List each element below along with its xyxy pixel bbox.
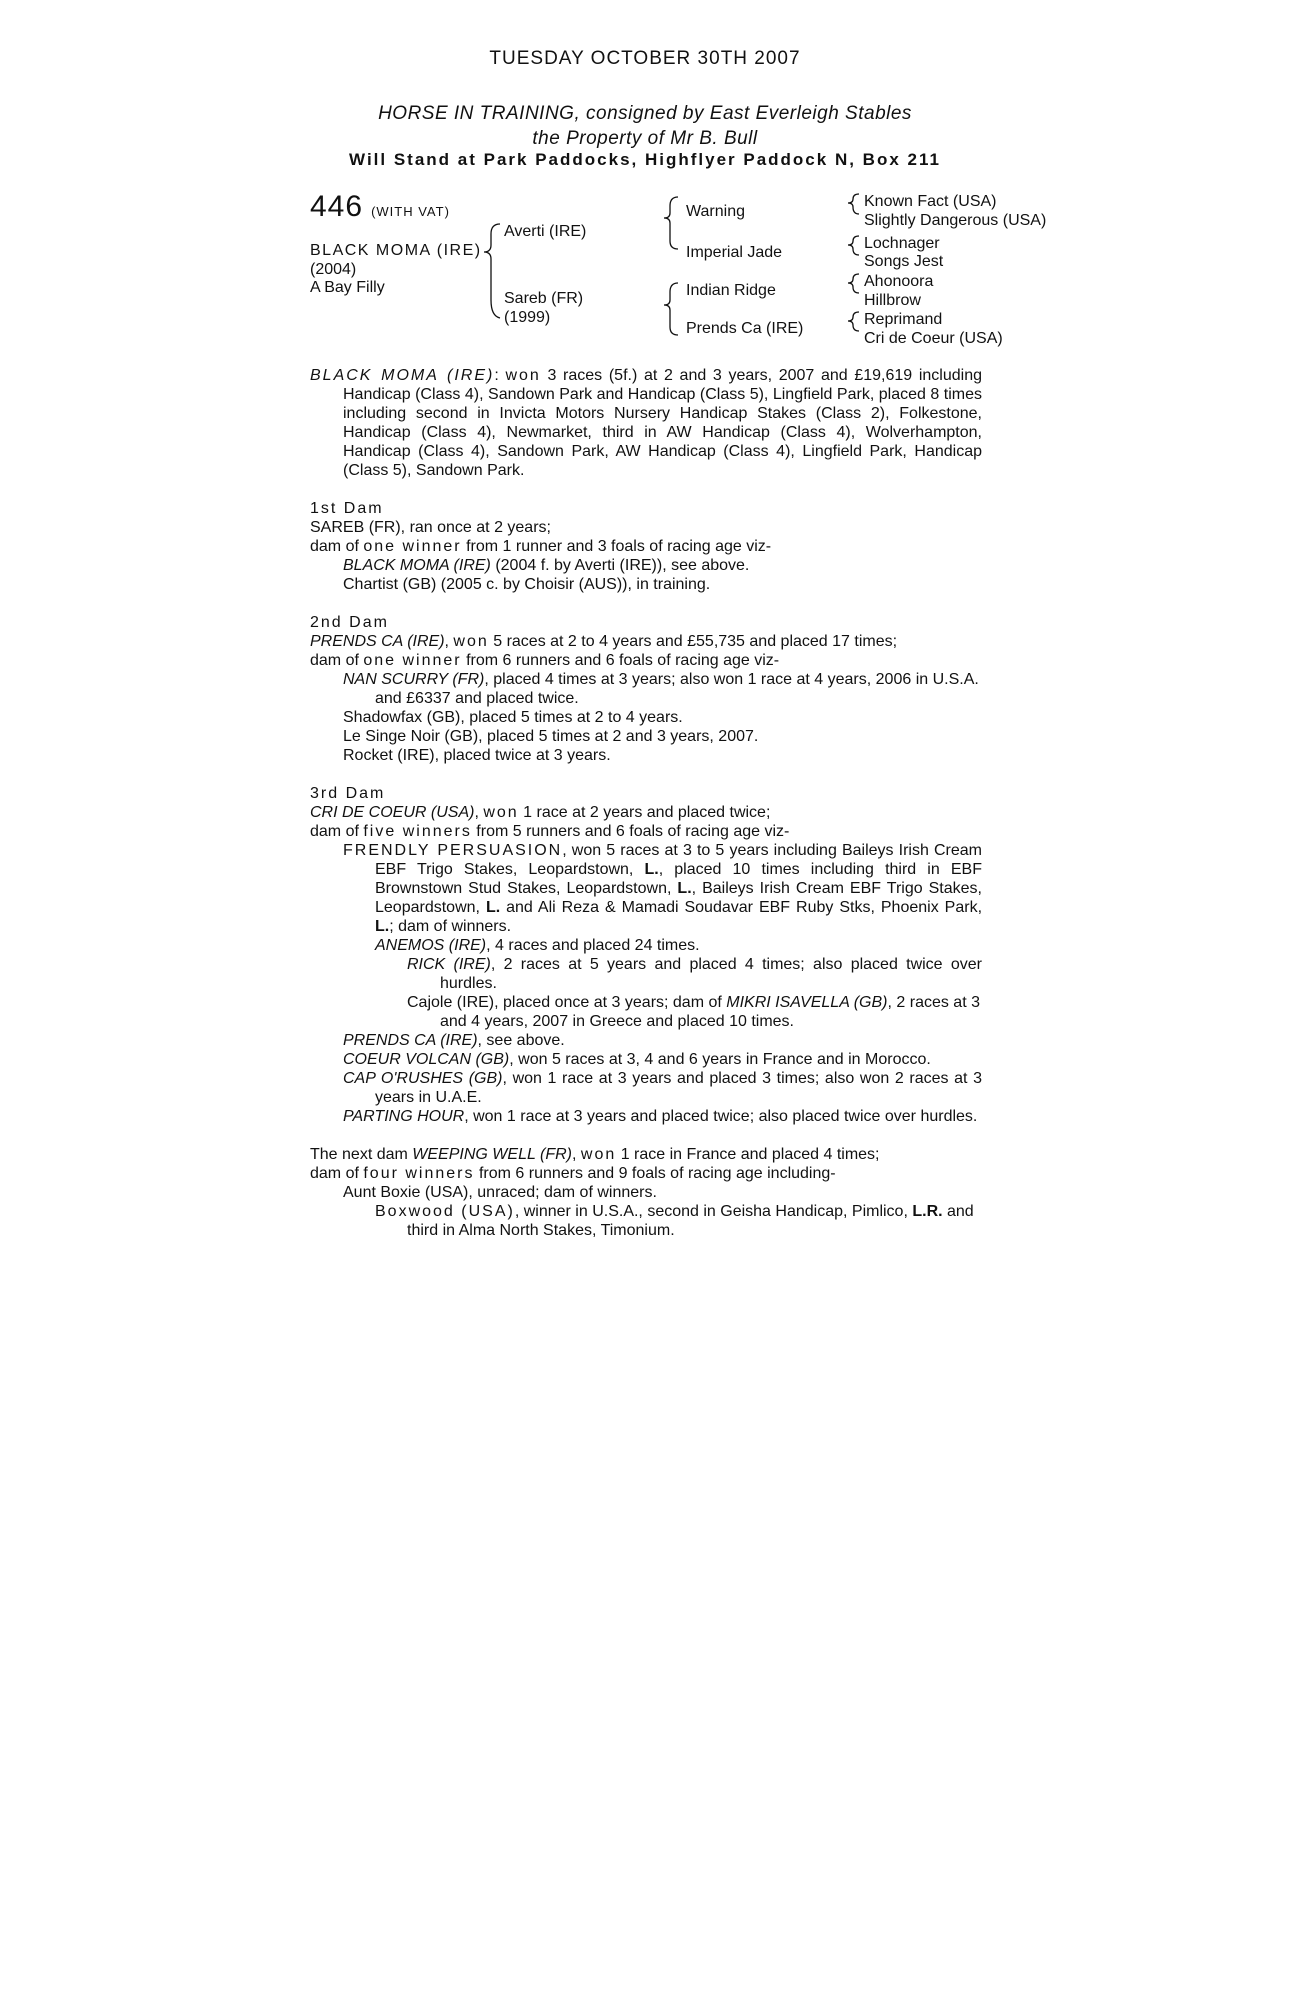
catalogue-body bbox=[310, 366, 982, 1240]
offspring-entry: Aunt Boxie (USA), unraced; dam of winners. bbox=[343, 1184, 657, 1201]
offspring-entry: Rocket (IRE), placed twice at 3 years. bbox=[343, 747, 611, 764]
first-dam-heading: 1st Dam bbox=[310, 500, 384, 517]
offspring-entry: PARTING HOUR, won 1 race at 3 years and placed twice; also placed twice over hurdles. bbox=[343, 1108, 978, 1125]
third-dam-heading: 3rd Dam bbox=[310, 785, 386, 802]
grand-offspring-entry: RICK (IRE), 2 races at 5 years and placed 4 times; also placed twice over hurdles. bbox=[407, 956, 983, 992]
third-dam-line: CRI DE COEUR (USA), won 1 race at 2 years and placed twice; bbox=[310, 804, 771, 821]
first-dam-line: SAREB (FR), ran once at 2 years; bbox=[310, 519, 551, 536]
second-dam-produce: dam of one winner from 6 runners and 6 foals of racing age viz- bbox=[310, 652, 780, 669]
first-dam-produce: dam of one winner from 1 runner and 3 foals of racing age viz- bbox=[310, 538, 772, 555]
grand-offspring-entry: ANEMOS (IRE), 4 races and placed 24 times. bbox=[375, 937, 700, 954]
pedigree-brackets bbox=[0, 0, 1290, 360]
next-dam-line: The next dam WEEPING WELL (FR), won 1 race in France and placed 4 times; bbox=[310, 1146, 880, 1163]
dam-dam-name: Prends Ca (IRE) bbox=[686, 320, 804, 337]
offspring-entry: COEUR VOLCAN (GB), won 5 races at 3, 4 and 6 years in France and in Morocco. bbox=[343, 1051, 931, 1068]
sire-dam-name: Imperial Jade bbox=[686, 244, 783, 261]
second-dam-heading: 2nd Dam bbox=[310, 614, 389, 631]
dam-year: (1999) bbox=[504, 309, 551, 326]
sale-date: TUESDAY OCTOBER 30TH 2007 bbox=[489, 48, 801, 69]
g3-ancestor: Cri de Coeur (USA) bbox=[864, 330, 1003, 347]
sire-name: Averti (IRE) bbox=[504, 223, 587, 240]
offspring-entry: CAP O'RUSHES (GB), won 1 race at 3 years and placed 3 times; also won 2 races at 3 years in U.A.E. bbox=[343, 1070, 982, 1106]
horse-name: BLACK MOMA (IRE) bbox=[310, 242, 482, 259]
offspring-entry: FRENDLY PERSUASION, won 5 races at 3 to 5 years including Baileys Irish Cream EBF Trigo Stakes, Leopardstown, L., placed 10 times including third in EBF Brownstown Stud Stakes, Leopardstown, L., Baileys Irish Cream EBF Trigo Stakes, Leopardstown, L. and Ali Reza & Mamadi Soudavar EBF Ruby Stks, Phoenix Park, L.; dam of winners. bbox=[343, 842, 983, 935]
third-dam-produce: dam of five winners from 5 runners and 6 foals of racing age viz- bbox=[310, 823, 790, 840]
g3-ancestor: Reprimand bbox=[864, 311, 943, 328]
g3-ancestor: Lochnager bbox=[864, 235, 940, 252]
race-record: BLACK MOMA (IRE): won 3 races (5f.) at 2 and 3 years, 2007 and £19,619 including Handicap (Class 4), Sandown Park and Handicap (Class 5), Lingfield Park, placed 8 times including second in Invicta Motors Nursery Handicap Stakes (Class 2), Folkestone, Handicap (Class 4), Newmarket, third in AW Handicap (Class 4), Wolverhampton, Handicap (Class 4), Sandown Park, AW Handicap (Class 4), Lingfield Park, Handicap (Class 5), Sandown Park. bbox=[310, 367, 983, 479]
property-line: the Property of Mr B. Bull bbox=[532, 128, 758, 149]
g3-ancestor: Slightly Dangerous (USA) bbox=[864, 212, 1047, 229]
g3-ancestor: Hillbrow bbox=[864, 292, 921, 309]
grand-offspring-entry: Cajole (IRE), placed once at 3 years; dam of MIKRI ISAVELLA (GB), 2 races at 3 and 4 years, 2007 in Greece and placed 10 times. bbox=[407, 994, 980, 1030]
sire-sire-name: Warning bbox=[686, 203, 745, 220]
g3-ancestor: Songs Jest bbox=[864, 253, 944, 270]
offspring-entry: Chartist (GB) (2005 c. by Choisir (AUS)), in training. bbox=[343, 576, 711, 593]
dam-sire-name: Indian Ridge bbox=[686, 282, 776, 299]
lot-number: 446 bbox=[310, 190, 364, 223]
offspring-entry: PRENDS CA (IRE), see above. bbox=[343, 1032, 565, 1049]
vat-note: (WITH VAT) bbox=[371, 204, 450, 219]
g3-ancestor: Known Fact (USA) bbox=[864, 193, 997, 210]
second-dam-line: PRENDS CA (IRE), won 5 races at 2 to 4 years and £55,735 and placed 17 times; bbox=[310, 633, 898, 650]
dam-name: Sareb (FR) bbox=[504, 290, 584, 307]
offspring-entry: BLACK MOMA (IRE) (2004 f. by Averti (IRE)), see above. bbox=[343, 557, 750, 574]
grand-offspring-entry: Boxwood (USA), winner in U.S.A., second in Geisha Handicap, Pimlico, L.R. and third in Alma North Stakes, Timonium. bbox=[375, 1203, 974, 1239]
consignment-line: HORSE IN TRAINING, consigned by East Everleigh Stables bbox=[378, 103, 912, 124]
offspring-entry: Le Singe Noir (GB), placed 5 times at 2 and 3 years, 2007. bbox=[343, 728, 759, 745]
next-dam-produce: dam of four winners from 6 runners and 9 foals of racing age including- bbox=[310, 1165, 836, 1182]
g3-ancestor: Ahonoora bbox=[864, 273, 934, 290]
stand-location: Will Stand at Park Paddocks, Highflyer Paddock N, Box 211 bbox=[349, 150, 941, 169]
horse-year: (2004) bbox=[310, 261, 357, 278]
horse-description: A Bay Filly bbox=[310, 279, 385, 296]
offspring-entry: NAN SCURRY (FR), placed 4 times at 3 years; also won 1 race at 4 years, 2006 in U.S.A. and £6337 and placed twice. bbox=[343, 671, 979, 707]
offspring-entry: Shadowfax (GB), placed 5 times at 2 to 4 years. bbox=[343, 709, 683, 726]
